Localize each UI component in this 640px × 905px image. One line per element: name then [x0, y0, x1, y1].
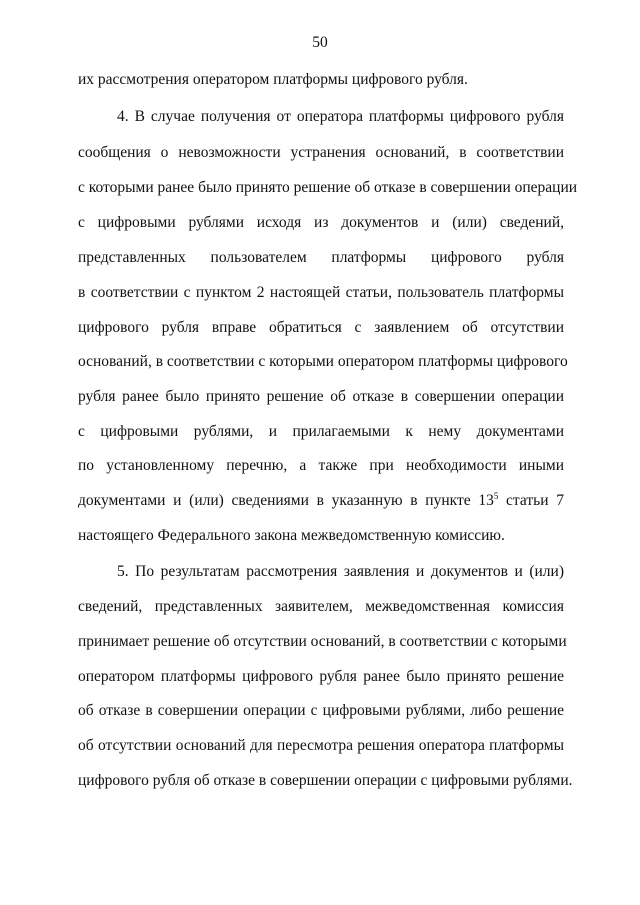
text-line: цифрового рубля об отказе в совершении операции с цифровыми рублями.: [78, 772, 573, 789]
text-segment: документами и (или) сведениями в указанную в пункте 13: [78, 492, 494, 509]
text-line: 4. В случае получения от оператора платформы цифрового рубля: [117, 108, 564, 125]
text-line: цифрового рубля вправе обратиться с заявлением об отсутствии: [78, 319, 564, 336]
text-line: оператором платформы цифрового рубля ранее было принято решение: [78, 668, 564, 685]
text-line: 5. По результатам рассмотрения заявления и документов и (или): [117, 563, 564, 580]
text-line: с которыми ранее было принято решение об отказе в совершении операции: [78, 179, 578, 196]
text-segment: статьи 7: [498, 492, 564, 509]
text-line: в соответствии с пунктом 2 настоящей статьи, пользователь платформы: [78, 284, 564, 301]
text-line: настоящего Федерального закона межведомственную комиссию.: [78, 527, 505, 544]
text-line: сведений, представленных заявителем, межведомственная комиссия: [78, 598, 564, 615]
text-line: с цифровыми рублями исходя из документов и (или) сведений,: [78, 214, 564, 231]
page-number: 50: [312, 34, 328, 51]
text-line: об отсутствии оснований для пересмотра решения оператора платформы: [78, 737, 564, 754]
text-line: об отказе в совершении операции с цифровыми рублями, либо решение: [78, 702, 564, 719]
text-line: их рассмотрения оператором платформы цифрового рубля.: [78, 71, 468, 88]
text-line: представленных пользователем платформы цифрового рубля: [78, 249, 564, 266]
text-line: оснований, в соответствии с которыми оператором платформы цифрового: [78, 353, 568, 370]
superscript-5: 5: [493, 491, 499, 501]
text-line: рубля ранее было принято решение об отказе в совершении операции: [78, 388, 564, 405]
text-line: по установленному перечню, а также при необходимости иными: [78, 457, 564, 474]
text-line: с цифровыми рублями, и прилагаемыми к нему документами: [78, 423, 564, 440]
text-line: сообщения о невозможности устранения оснований, в соответствии: [78, 144, 564, 161]
text-line-with-superscript: [78, 491, 564, 511]
text-line: принимает решение об отсутствии оснований, в соответствии с которыми: [78, 633, 567, 650]
